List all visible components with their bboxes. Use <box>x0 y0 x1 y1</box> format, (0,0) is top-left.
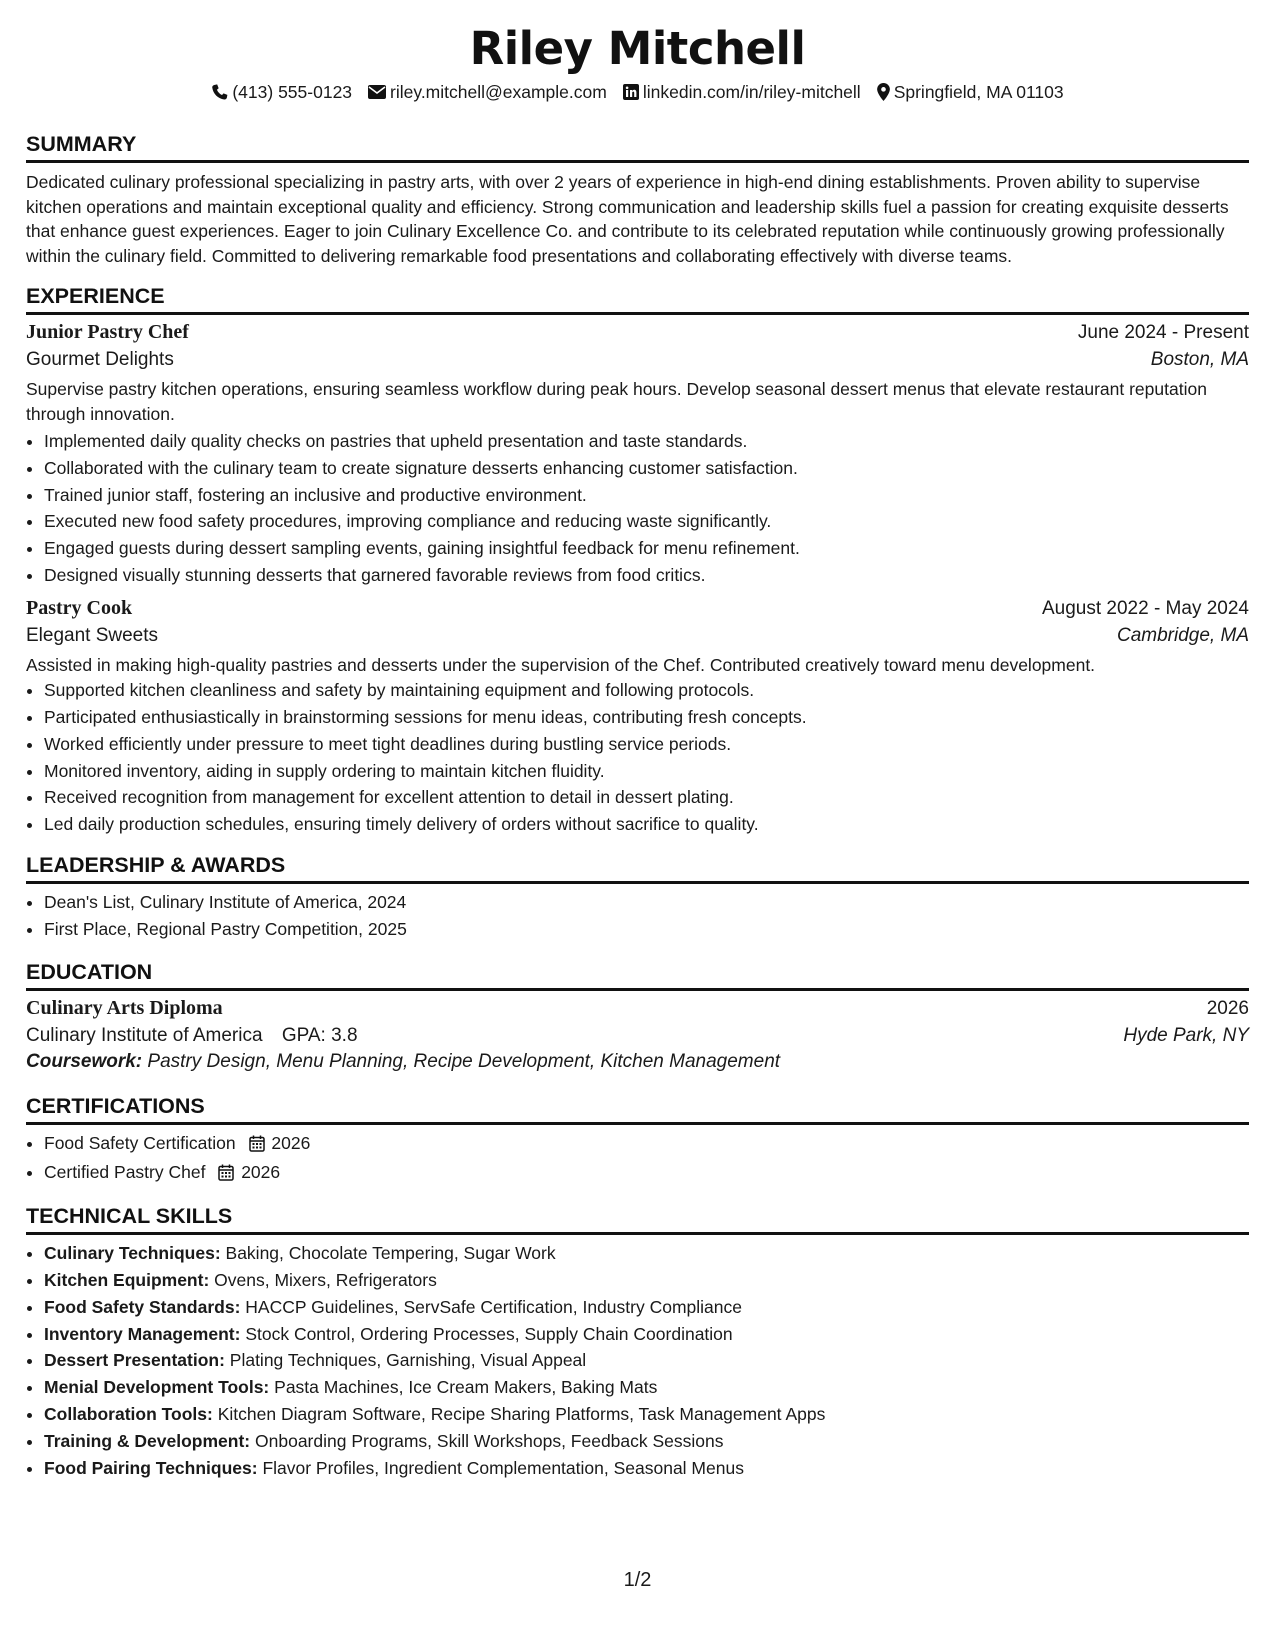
linkedin-text[interactable]: linkedin.com/in/riley-mitchell <box>642 82 861 102</box>
contact-bar <box>26 81 1249 103</box>
skill-label: Food Pairing Techniques: <box>44 1457 258 1478</box>
education-section <box>26 959 1249 1073</box>
skills-section <box>26 1203 1249 1481</box>
resume-page <box>26 0 1249 1481</box>
summary-heading: SUMMARY <box>26 131 1249 163</box>
skill-value: Flavor Profiles, Ingredient Complementation, Seasonal Menus <box>262 1457 744 1478</box>
list-item: • Received recognition from management for excellent attention to detail in dessert plating. <box>44 784 1249 811</box>
job-description: Assisted in making high-quality pastries and desserts under the supervision of the Chef. Contributed creatively toward menu development. <box>26 654 1096 675</box>
job-title: Junior Pastry Chef <box>26 321 189 343</box>
skill-label: Kitchen Equipment: <box>44 1270 210 1291</box>
contact-email[interactable] <box>368 81 607 103</box>
skill-value: Onboarding Programs, Skill Workshops, Feedback Sessions <box>255 1430 724 1451</box>
job-company: Elegant Sweets <box>26 624 159 646</box>
job-header-row <box>26 597 1249 620</box>
phone-text: (413) 555-0123 <box>232 82 353 102</box>
calendar-icon <box>249 1133 265 1160</box>
job-company-row <box>26 349 1249 371</box>
job-company: Gourmet Delights <box>26 349 174 370</box>
list-item: • Dean's List, Culinary Institute of America, 2024 <box>44 889 1249 916</box>
skill-label: Inventory Management: <box>44 1323 241 1344</box>
skills-list <box>26 1240 1249 1481</box>
list-item <box>44 1347 1249 1374</box>
page-number: 1/2 <box>623 1569 652 1591</box>
email-icon <box>368 85 386 99</box>
list-item <box>44 1159 1249 1189</box>
list-item <box>44 1401 1249 1428</box>
skill-value: HACCP Guidelines, ServSafe Certification, Industry Compliance <box>245 1296 742 1317</box>
skill-label: Collaboration Tools: <box>44 1404 213 1425</box>
cert-name: Food Safety Certification <box>44 1132 236 1153</box>
map-pin-icon <box>877 83 890 101</box>
list-item: • First Place, Regional Pastry Competition, 2025 <box>44 916 1249 943</box>
list-item: • Executed new food safety procedures, improving compliance and reducing waste significantly. <box>44 508 1249 535</box>
skill-value: Baking, Chocolate Tempering, Sugar Work <box>225 1243 556 1264</box>
cert-name: Certified Pastry Chef <box>44 1162 206 1183</box>
list-item <box>44 1321 1249 1348</box>
coursework-text: Pastry Design, Menu Planning, Recipe Development, Kitchen Management <box>147 1050 781 1072</box>
job-dates: August 2022 - May 2024 <box>1041 597 1249 619</box>
list-item: • Worked efficiently under pressure to meet tight deadlines during bustling service periods. <box>44 731 1249 758</box>
contact-location <box>877 81 1064 103</box>
awards-section <box>26 852 1249 943</box>
job-description: Supervise pastry kitchen operations, ensuring seamless workflow during peak hours. Develop seasonal dessert menus that elevate restaurant reputation through innovation. <box>26 379 1207 424</box>
skill-label: Food Safety Standards: <box>44 1296 241 1317</box>
phone-icon <box>211 84 228 101</box>
list-item <box>44 1374 1249 1401</box>
list-item: • Collaborated with the culinary team to create signature desserts enhancing customer satisfaction. <box>44 455 1249 482</box>
list-item <box>44 1240 1249 1267</box>
skill-value: Ovens, Mixers, Refrigerators <box>214 1270 437 1291</box>
list-item: • Supported kitchen cleanliness and safety by maintaining equipment and following protocols. <box>44 677 1249 704</box>
list-item <box>44 1267 1249 1294</box>
coursework-line <box>26 1051 1249 1073</box>
gpa: GPA: 3.8 <box>281 1024 358 1046</box>
degree-title: Culinary Arts Diploma <box>26 996 223 1019</box>
skills-heading: TECHNICAL SKILLS <box>26 1203 1249 1235</box>
summary-section <box>26 131 1249 268</box>
certifications-heading: CERTIFICATIONS <box>26 1093 1249 1125</box>
calendar-icon <box>218 1162 234 1189</box>
education-header-row <box>26 997 1249 1020</box>
job-bullets <box>26 428 1249 589</box>
cert-year: 2026 <box>241 1162 281 1183</box>
job-company-row <box>26 625 1249 647</box>
summary-text: Dedicated culinary professional specializing in pastry arts, with over 2 years of experience in high-end dining establishments. Proven ability to supervise kitchen operations and maintain exceptional quality and efficiency. Strong communication and leadership skills fuel a passion for creating exquisite desserts that enhance guest experiences. Eager to join Culinary Excellence Co. and contribute to its celebrated reputation while continuously growing professionally within the culinary field. Committed to delivering remarkable food presentations and collaborating effectively with diverse teams. <box>26 172 1229 266</box>
experience-section <box>26 283 1249 838</box>
job-location: Boston, MA <box>1150 349 1249 370</box>
cert-year: 2026 <box>271 1132 311 1153</box>
awards-list <box>26 889 1249 943</box>
skill-value: Kitchen Diagram Software, Recipe Sharing Platforms, Task Management Apps <box>217 1404 826 1425</box>
skill-label: Dessert Presentation: <box>44 1350 225 1371</box>
job-entry <box>26 321 1249 589</box>
candidate-name: Riley Mitchell <box>469 22 806 75</box>
coursework-label: Coursework: <box>26 1050 143 1072</box>
contact-linkedin[interactable] <box>623 81 861 103</box>
list-item: • Led daily production schedules, ensuring timely delivery of orders without sacrifice to quality. <box>44 811 1249 838</box>
degree-year: 2026 <box>1206 997 1249 1019</box>
certifications-list <box>26 1130 1249 1190</box>
education-heading: EDUCATION <box>26 959 1249 991</box>
list-item: • Participated enthusiastically in brainstorming sessions for menu ideas, contributing fresh concepts. <box>44 704 1249 731</box>
skill-value: Pasta Machines, Ice Cream Makers, Baking Mats <box>274 1377 658 1398</box>
job-location: Cambridge, MA <box>1117 624 1249 646</box>
school-location: Hyde Park, NY <box>1123 1024 1249 1046</box>
job-header-row <box>26 321 1249 344</box>
experience-heading: EXPERIENCE <box>26 283 1249 315</box>
list-item <box>44 1294 1249 1321</box>
list-item: • Designed visually stunning desserts that garnered favorable reviews from food critics. <box>44 562 1249 589</box>
list-item <box>44 1455 1249 1482</box>
list-item: • Implemented daily quality checks on pastries that upheld presentation and taste standards. <box>44 428 1249 455</box>
job-title: Pastry Cook <box>26 596 133 619</box>
awards-heading: LEADERSHIP & AWARDS <box>26 852 1249 884</box>
skill-label: Menial Development Tools: <box>44 1377 270 1398</box>
job-dates: June 2024 - Present <box>1077 322 1249 343</box>
email-text[interactable]: riley.mitchell@example.com <box>390 82 607 102</box>
linkedin-icon <box>623 84 639 100</box>
contact-phone <box>211 81 352 103</box>
skill-label: Training & Development: <box>44 1430 251 1451</box>
list-item <box>44 1428 1249 1455</box>
skill-value: Plating Techniques, Garnishing, Visual Appeal <box>229 1350 587 1371</box>
job-entry <box>26 597 1249 838</box>
skill-value: Stock Control, Ordering Processes, Supply Chain Coordination <box>245 1323 733 1344</box>
school-name: Culinary Institute of America <box>26 1024 263 1046</box>
list-item: • Monitored inventory, aiding in supply ordering to maintain kitchen fluidity. <box>44 758 1249 785</box>
skill-label: Culinary Techniques: <box>44 1243 221 1264</box>
education-school-row <box>26 1025 1249 1047</box>
location-text: Springfield, MA 01103 <box>893 82 1064 102</box>
list-item <box>44 1130 1249 1160</box>
certifications-section <box>26 1093 1249 1190</box>
school-line <box>26 1025 358 1047</box>
list-item: • Trained junior staff, fostering an inclusive and productive environment. <box>44 482 1249 509</box>
list-item: • Engaged guests during dessert sampling events, gaining insightful feedback for menu refinement. <box>44 535 1249 562</box>
job-bullets <box>26 677 1249 838</box>
